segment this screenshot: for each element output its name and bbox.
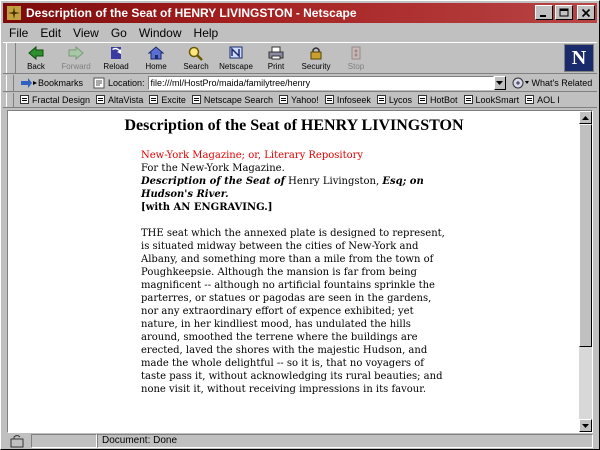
security-button[interactable] [296,43,336,73]
navigation-toolbar [3,42,597,74]
scroll-down-arrow-icon [582,424,589,428]
article-paragraph: THE seat which the annexed plate is designed to represent, is situated midway between the cities of New-York and Albany, and something more than a mile from the town of Poughkeepsie. Although the mansion is far from being magnificent -- although no artificial fountains sprinkle the parterres, or statues or pagodas are seen in the gardens, nor any extraordinary effort of expence exhibited; yet nature, in her kindliest mood, has undulated the hills around, smoothed the terrene where the buildings are erected, laved the shores with the majestic Hudson, and made the whole delightful -- so it is, that no voyagers of taste pass it, without acknowledging its rural beauties; and none visit it, without receiving impressions in its favour. [141,228,445,395]
print-label: Print [267,62,285,71]
bookmark-link-aol[interactable] [525,95,560,105]
back-arrow-icon [27,45,45,61]
lock-icon [307,45,325,61]
bookmark-link-hotbot[interactable] [418,95,458,105]
article-body [141,149,451,396]
netscape-portal-icon [227,45,245,61]
bookmark-document-icon [279,95,288,104]
scrollbar-thumb[interactable] [579,124,592,347]
security-status-icon[interactable] [9,434,25,448]
bookmark-label: HotBot [430,94,458,105]
window-title: Description of the Seat of HENRY LIVINGSTON - Netscape [26,6,357,20]
bookmark-document-icon [464,95,473,104]
bookmark-icon [20,77,38,89]
location-url-input[interactable]: file:///ml/HostPro/maida/familytree/henry [148,76,494,90]
home-label: Home [145,62,167,71]
stop-icon [347,45,365,61]
menu-help[interactable]: Help [193,26,219,40]
scroll-down-button[interactable] [579,419,592,432]
description-name: Henry Livingston, [284,176,383,187]
bookmark-link-altavista[interactable] [96,95,143,105]
netscape-button[interactable] [216,43,256,73]
menu-window[interactable]: Window [138,26,182,40]
security-label: Security [301,62,331,71]
reload-button[interactable] [96,43,136,73]
scroll-up-button[interactable] [579,111,592,124]
menu-bar [3,24,224,42]
bookmark-label: AltaVista [108,94,144,105]
description-italic-2: Esq; on Hudson's River. [141,176,424,200]
bookmark-label: Excite [161,94,186,105]
page-viewport[interactable] [7,110,593,433]
reload-label: Reload [103,62,129,71]
bookmark-link-looksmart[interactable] [464,95,520,105]
minimize-icon [539,8,549,18]
forward-button[interactable] [56,43,96,73]
home-button[interactable] [136,43,176,73]
personal-toolbar-grip[interactable] [6,93,14,107]
bookmark-document-icon [325,95,334,104]
description-line [141,175,451,201]
bookmark-document-icon [192,95,201,104]
whats-related-button[interactable] [512,77,593,89]
menu-edit[interactable]: Edit [40,26,62,40]
netscape-label: Netscape [219,62,253,71]
close-button[interactable] [577,5,595,20]
bookmarks-button[interactable] [20,77,83,89]
bookmark-link-fractal-design[interactable] [20,95,90,105]
bookmark-link-netscape-search[interactable] [192,95,273,105]
forward-arrow-icon [67,45,85,61]
search-label: Search [183,62,209,71]
reload-icon [107,45,125,61]
minimize-button[interactable] [535,5,553,20]
status-progress-cell [31,434,97,448]
location-label-wrap [93,77,145,89]
web-page [8,111,580,432]
status-bar [3,433,597,449]
print-button[interactable] [256,43,296,73]
bookmark-document-icon [525,95,534,104]
title-bar[interactable] [3,3,597,23]
bookmark-link-lycos[interactable] [377,95,412,105]
page-heading: Description of the Seat of HENRY LIVINGSTON [124,117,464,134]
bookmark-document-icon [149,95,158,104]
toolbar-grip[interactable] [6,43,16,73]
bookmark-label: Netscape Search [203,94,273,105]
bookmark-document-icon [418,95,427,104]
menu-go[interactable]: Go [110,26,127,40]
vertical-scrollbar[interactable] [579,111,592,432]
maximize-button[interactable] [555,5,573,20]
bookmark-label: Lycos [388,94,413,105]
bookmarks-label: Bookmarks [38,77,84,88]
printer-icon [267,45,285,61]
engraving-note: [with AN ENGRAVING.] [141,202,273,213]
forward-label: Forward [61,62,91,71]
stop-label: Stop [347,62,365,71]
bookmark-link-excite[interactable] [149,95,186,105]
location-toolbar-grip[interactable] [6,75,14,91]
bookmark-link-infoseek[interactable] [325,95,371,105]
bookmark-label: AOL I [537,94,560,105]
whats-related-label: What's Related [531,77,593,88]
netscape-logo-letter: N [571,46,587,69]
netscape-logo[interactable] [564,44,594,72]
description-italic-1: Description of the Seat of [141,176,285,187]
netscape-app-icon[interactable] [6,5,22,21]
status-text: Document: Done [97,434,593,448]
page-proxy-icon[interactable] [93,77,105,89]
chevron-down-icon [496,81,503,85]
location-dropdown-button[interactable] [494,76,506,90]
bookmark-document-icon [377,95,386,104]
bookmark-label: LookSmart [475,94,520,105]
search-button[interactable] [176,43,216,73]
search-icon [187,45,205,61]
related-icon [512,77,532,89]
home-icon [147,45,165,61]
bookmark-label: Yahoo! [290,94,319,105]
bookmark-link-yahoo[interactable] [279,95,319,105]
close-icon [581,8,591,18]
location-label: Location: [108,77,145,88]
source-line: For the New-York Magazine. [141,163,285,174]
personal-toolbar [3,92,597,108]
scroll-up-arrow-icon [582,116,589,120]
location-toolbar [3,74,597,92]
menu-file[interactable]: File [9,26,29,40]
back-label: Back [27,62,45,71]
bookmark-label: Infoseek [336,94,371,105]
bookmark-document-icon [96,95,105,104]
back-button[interactable] [16,43,56,73]
bookmark-label: Fractal Design [32,94,91,105]
maximize-icon [559,8,569,18]
bookmark-document-icon [20,95,29,104]
source-title: New-York Magazine; or, Literary Repository [141,150,364,161]
menu-view[interactable]: View [73,26,99,40]
stop-button[interactable] [336,43,376,73]
paragraph-gap [141,214,451,227]
